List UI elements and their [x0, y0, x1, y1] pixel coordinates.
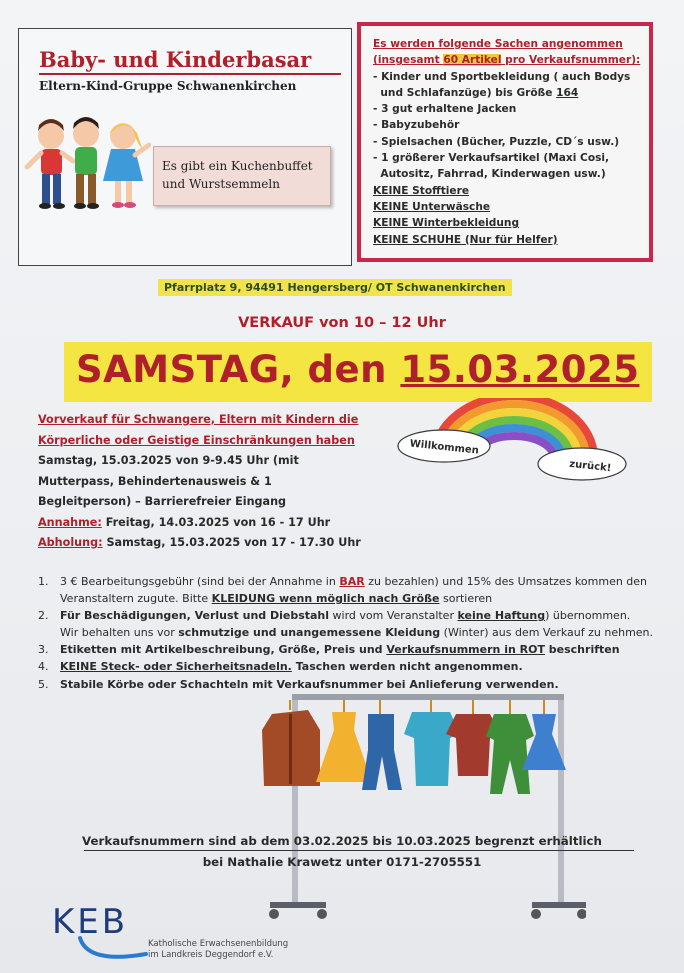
not-accepted-3: KEINE Winterbekleidung [373, 217, 520, 230]
rule-4 [38, 658, 658, 675]
rule-2-haftung: keine Haftung [457, 609, 546, 623]
accepted-heading-highlight: 60 Artikel [443, 54, 502, 67]
rule-2-d: Wir behalten uns vor [60, 626, 179, 640]
address: Pfarrplatz 9, 94491 Hengersberg/ OT Schwanenkirchen [158, 279, 512, 296]
date-banner-day: SAMSTAG, den [76, 348, 401, 391]
keb-logo-block [52, 902, 332, 966]
abholung-line [38, 533, 378, 554]
keb-swoosh-icon [78, 936, 148, 966]
presale-line-4: Mutterpass, Behindertenausweis & 1 [38, 474, 272, 488]
children-illustration [23, 109, 151, 219]
presale-line-5: Begleitperson) – Barrierefreier Eingang [38, 495, 287, 508]
rule-4-number: 4. [38, 660, 49, 674]
rule-2-e: schmutzige und unangemessene Kleidung [178, 626, 441, 640]
footer-line-1: Verkaufsnummern sind ab dem 03.02.2025 bis 10.03.2025 begrenzt erhältlich [82, 834, 602, 848]
date-banner [64, 342, 652, 402]
keb-name-1: Katholische Erwachsenenbildung [148, 939, 289, 949]
rule-2-c: ) übernommen. [545, 609, 631, 623]
rule-4-b: Taschen werden nicht angenommen. [291, 660, 523, 674]
rule-2-cont [38, 624, 658, 641]
rule-1-cont [38, 590, 658, 607]
presale-line-3: Samstag, 15.03.2025 von 9-9.45 Uhr (mit [38, 454, 299, 467]
rule-1-number: 1. [38, 575, 49, 588]
not-accepted-4: KEINE SCHUHE (Nur für Helfer) [373, 233, 558, 246]
rule-1-bar: BAR [339, 575, 365, 588]
rule-2-a: Für Beschädigungen, Verlust und Diebstahl [60, 609, 330, 623]
left-cloud [398, 430, 490, 462]
rule-3-c: beschriften [544, 643, 620, 657]
left-cloud-label: Willkommen [409, 438, 480, 457]
rule-1-d: sortieren [439, 592, 493, 606]
rule-1 [38, 573, 658, 590]
presale-info [38, 410, 378, 554]
presale-line-2: Körperliche oder Geistige Einschränkungen haben [38, 433, 355, 447]
accepted-item-1b [373, 85, 639, 101]
accepted-heading-1: Es werden folgende Sachen angenommen [373, 38, 623, 50]
annahme-text: Freitag, 14.03.2025 von 16 - 17 Uhr [101, 515, 331, 529]
flyer-subtitle: Eltern-Kind-Gruppe Schwanenkirchen [39, 79, 297, 93]
kuchen-line-1: Es gibt ein Kuchenbuffet [162, 159, 313, 173]
keb-logo: KEB [52, 902, 129, 942]
accepted-size: 164 [556, 86, 579, 99]
right-cloud-label: zurück! [568, 458, 612, 475]
date-banner-text [76, 348, 639, 391]
annahme-line [38, 513, 378, 534]
accepted-heading-pre: (insgesamt [373, 54, 444, 67]
accepted-item-1b-text: und Schlafanzüge) bis Größe [373, 86, 557, 99]
rule-1-b: zu bezahlen) und 15% des Umsatzes kommen den [364, 575, 648, 588]
footer-line-2: bei Nathalie Krawetz unter 0171-2705551 [202, 855, 482, 869]
rule-2-f: (Winter) aus dem Verkauf zu nehmen. [440, 626, 654, 640]
rule-2-number: 2. [38, 609, 49, 623]
rule-3-b: Verkaufsnummern in ROT [386, 643, 545, 657]
rules-list [38, 573, 658, 693]
kuchen-note [153, 146, 331, 206]
rule-2 [38, 607, 658, 624]
rule-1-a: 3 € Bearbeitungsgebühr (sind bei der Annahme in [60, 575, 340, 588]
accepted-items-box [357, 22, 653, 262]
annahme-label: Annahme: [38, 515, 102, 529]
rule-2-b: wird vom Veranstalter [329, 609, 458, 623]
kuchen-line-2: und Wurstsemmeln [162, 177, 280, 191]
accepted-item-3: - Babyzubehör [373, 119, 460, 132]
clothes-rack-illustration [256, 690, 586, 930]
accepted-item-2: - 3 gut erhaltene Jacken [373, 103, 517, 116]
rule-5-a: Stabile Körbe oder Schachteln mit Verkaufsnummer bei Anlieferung verwenden. [60, 677, 559, 691]
verkauf-time: VERKAUF von 10 – 12 Uhr [238, 315, 446, 331]
accepted-item-5b: Autositz, Fahrrad, Kinderwagen usw.) [373, 168, 606, 181]
footer-rule [84, 850, 634, 851]
accepted-item-5a: - 1 größerer Verkaufsartikel (Maxi Cosi, [373, 152, 610, 165]
rule-1-kleidung: KLEIDUNG wenn möglich nach Größe [211, 592, 440, 606]
keb-name [148, 939, 288, 961]
flyer-title: Baby- und Kinderbasar [39, 47, 312, 72]
not-accepted-1: KEINE Stofftiere [373, 184, 470, 197]
rule-3 [38, 641, 658, 658]
rule-4-a: KEINE Steck- oder Sicherheitsnadeln. [60, 660, 292, 674]
presale-line-1: Vorverkauf für Schwangere, Eltern mit Kindern die [38, 413, 359, 426]
rule-5-number: 5. [38, 677, 49, 691]
not-accepted-2: KEINE Unterwäsche [373, 200, 491, 213]
abholung-label: Abholung: [38, 536, 103, 549]
rule-3-a: Etiketten mit Artikelbeschreibung, Größe, Preis und [60, 643, 387, 657]
right-cloud [538, 448, 626, 480]
abholung-text: Samstag, 15.03.2025 von 17 - 17.30 Uhr [102, 536, 361, 549]
rule-3-number: 3. [38, 643, 49, 657]
title-underline [39, 73, 341, 76]
rule-1-c: Veranstaltern zugute. Bitte [60, 592, 212, 606]
header-box [18, 28, 352, 266]
accepted-item-4: - Spielsachen (Bücher, Puzzle, CD´s usw.) [373, 135, 620, 148]
accepted-item-1a: - Kinder und Sportbekleidung ( auch Bodys [373, 70, 631, 83]
accepted-heading-post: pro Verkaufsnummer): [501, 54, 641, 67]
date-banner-date: 15.03.2025 [400, 348, 640, 391]
rainbow-illustration [394, 398, 630, 486]
accepted-heading-2 [373, 52, 639, 68]
keb-name-2: im Landkreis Deggendorf e.V. [148, 950, 274, 960]
